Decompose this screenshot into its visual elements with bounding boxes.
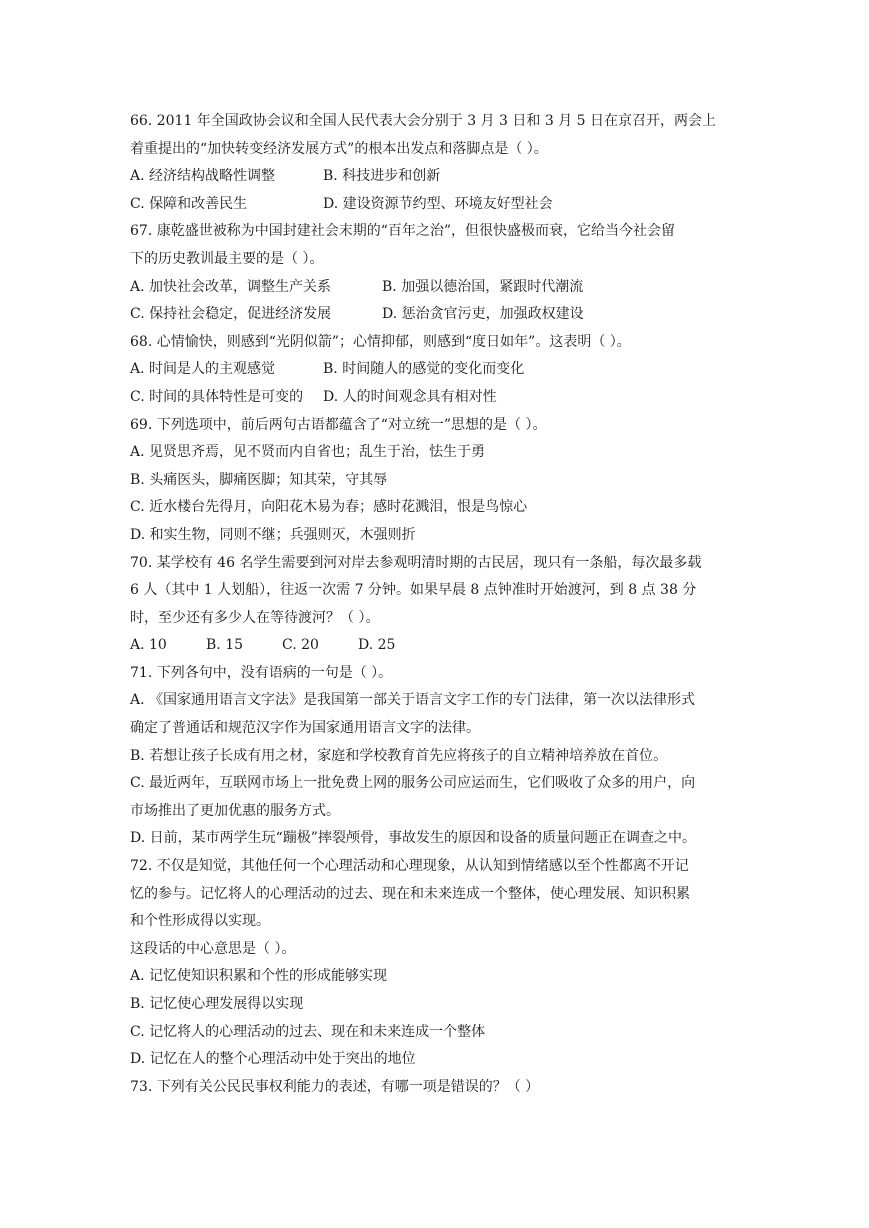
question-66-stem-line2: 着重提出的“加快转变经济发展方式”的根本出发点和落脚点是（ ）。 [130,140,548,157]
question-67-option-a: A. 加快社会改革，调整生产关系 [130,278,332,295]
question-72-stem-line4: 这段话的中心意思是（ ）。 [130,940,296,957]
question-69-option-d: D. 和实生物，同则不继；兵强则灭，木强则折 [130,526,416,543]
question-66-option-c: C. 保障和改善民生 [130,195,248,212]
question-71-option-a-line1: A. 《国家通用语言文字法》是我国第一部关于语言文字工作的专门法律，第一次以法律形式 [130,692,696,709]
question-68-options-row1 [130,356,742,384]
question-72-stem-line3: 和个性形成得以实现。 [130,913,270,930]
question-66-options-row1 [130,163,742,191]
question-66-option-b: B. 科技进步和创新 [323,168,441,185]
question-68-options-row2 [130,384,742,412]
question-70-option-b: B. 15 [206,637,244,654]
question-69-option-a: A. 见贤思齐焉，见不贤而内自省也；乱生于治，怯生于勇 [130,444,486,461]
question-67-option-c: C. 保持社会稳定，促进经济发展 [130,306,332,323]
question-66-option-d: D. 建设资源节约型、环境友好型社会 [323,195,553,212]
question-69-option-b: B. 头痛医头，脚痛医脚；知其荣，守其辱 [130,471,388,488]
question-67-option-b: B. 加强以德治国，紧跟时代潮流 [382,278,584,295]
question-70-stem-line2: 6 人（其中 1 人划船），往返一次需 7 分钟。如果早晨 8 点钟准时开始渡河，到 8 点 38 分 [130,582,697,599]
question-68-option-c: C. 时间的具体特性是可变的 [130,388,304,405]
question-66-option-a: A. 经济结构战略性调整 [130,168,276,185]
question-70-option-c: C. 20 [282,637,319,654]
question-68-option-d: D. 人的时间观念具有相对性 [323,388,497,405]
question-72-option-b: B. 记忆使心理发展得以实现 [130,996,304,1012]
question-66-stem-line1: 66. 2011 年全国政协会议和全国人民代表大会分别于 3 月 3 日和 3 月 5 日在京召开，两会上 [130,113,717,129]
question-68-stem-line1: 68. 心情愉快，则感到“光阴似箭”；心情抑郁，则感到“度日如年”。这表明（ ）。 [130,333,631,350]
question-72-stem-line2: 忆的参与。记忆将人的心理活动的过去、现在和未来连成一个整体，使心理发展、知识积累 [130,885,690,902]
question-72-option-d: D. 记忆在人的整个心理活动中处于突出的地位 [130,1051,416,1068]
question-71-option-d: D. 日前，某市两学生玩“蹦极”摔裂颅骨，事故发生的原因和设备的质量问题正在调查之中。 [130,830,696,847]
question-69-stem-line1: 69. 下列选项中，前后两句古语都蕴含了“对立统一”思想的是（ ）。 [130,416,547,433]
question-67-options-row1 [130,274,742,302]
exam-page [130,108,742,1101]
question-67-stem-line1: 67. 康乾盛世被称为中国封建社会末期的“百年之治”，但很快盛极而衰，它给当今社会留 [130,223,676,240]
question-73-stem-line1: 73. 下列有关公民民事权利能力的表述，有哪一项是错误的？（ ） [130,1078,540,1095]
question-67-options-row2 [130,301,742,329]
question-72-option-c: C. 记忆将人的心理活动的过去、现在和未来连成一个整体 [130,1023,486,1040]
question-66-options-row2 [130,191,742,219]
question-71-option-b: B. 若想让孩子长成有用之材，家庭和学校教育首先应将孩子的自立精神培养放在首位。 [130,747,668,764]
question-71-stem-line1: 71. 下列各句中，没有语病的一句是（ ）。 [130,664,393,681]
question-70-option-a: A. 10 [130,637,167,654]
question-67-option-d: D. 惩治贪官污吏，加强政权建设 [382,306,584,323]
question-71-option-c-line1: C. 最近两年，互联网市场上一批免费上网的服务公司应运而生，它们吸收了众多的用户，向 [130,775,696,792]
question-67-stem-line2: 下的历史教训最主要的是（ ）。 [130,250,324,267]
question-72-option-a: A. 记忆使知识积累和个性的形成能够实现 [130,968,388,985]
question-70-options-row [130,632,742,660]
question-71-option-c-line2: 市场推出了更加优惠的服务方式。 [130,802,340,819]
question-68-option-a: A. 时间是人的主观感觉 [130,361,276,378]
question-70-stem-line1: 70. 某学校有 46 名学生需要到河对岸去参观明清时期的古民居，现只有一条船，每次最多载 [130,554,702,571]
question-69-option-c: C. 近水楼台先得月，向阳花木易为春；感时花溅泪，恨是鸟惊心 [130,499,528,516]
question-70-option-d: D. 25 [358,637,396,654]
question-71-option-a-line2: 确定了普通话和规范汉字作为国家通用语言文字的法律。 [130,720,480,737]
question-72-stem-line1: 72. 不仅是知觉，其他任何一个心理活动和心理现象，从认知到情绪感以至个性都离不开记 [130,858,689,875]
question-68-option-b: B. 时间随人的感觉的变化而变化 [323,361,525,378]
question-70-stem-line3: 时，至少还有多少人在等待渡河？（ ）。 [130,609,380,626]
